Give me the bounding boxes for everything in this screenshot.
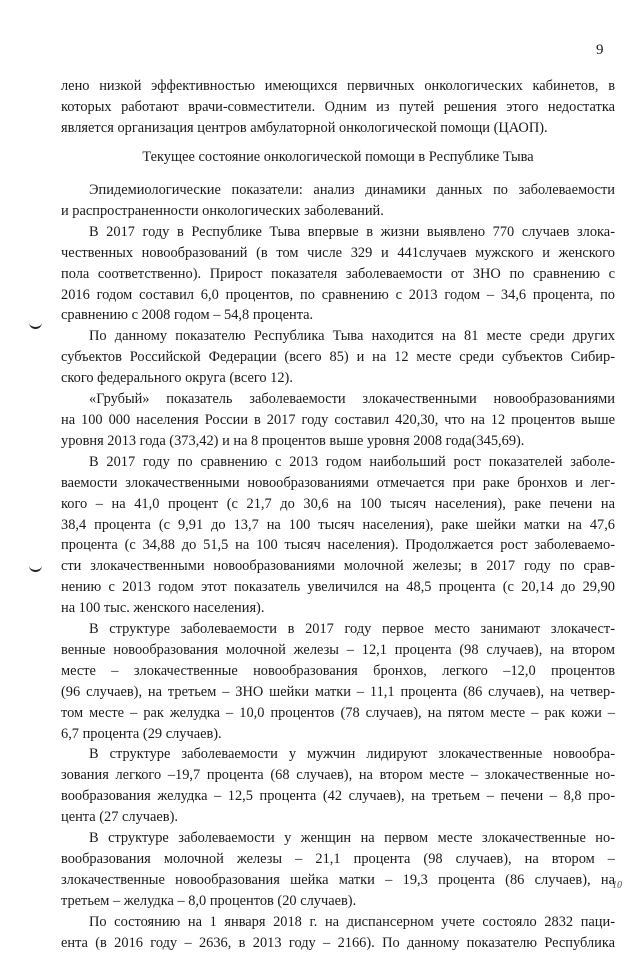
text-line: По данному показателю Республика Тыва находится на 81 месте среди других (89, 328, 615, 345)
text-line: В структуре заболеваемости в 2017 году первое место занимают злокачест- (89, 621, 615, 638)
text-line: злокачественные новообразования шейка матки – 19,3 процента (86 случаев), на (61, 871, 615, 888)
text-line: третьем – желудка – 8,0 процентов (20 случаев). (61, 892, 357, 909)
text-line: Эпидемиологические показатели: анализ динамики данных по заболеваемости (89, 182, 615, 198)
body-paragraph (61, 222, 615, 327)
text-line: венные новообразования молочной железы – 12,1 процента (98 случаев), на втором (61, 641, 615, 658)
text-line: зования легкого –19,7 процента (68 случаев), на втором месте – злокачественные но- (61, 767, 615, 784)
body-paragraph (61, 744, 615, 828)
body-paragraph (61, 326, 615, 389)
text-line: нению с 2013 годом этот показатель увеличился на 48,5 процента (с 20,14 до 29,90 (61, 579, 615, 596)
text-line: которых работают врачи-совместители. Одним из путей решения этого недостатка (61, 98, 615, 115)
text-line: сти злокачественными новообразованиями молочной железы; в 2017 году по срав- (61, 558, 615, 575)
text-line: вообразования молочной железы – 21,1 процента (98 случаев), на втором – (61, 851, 615, 867)
text-line: В структуре заболеваемости у мужчин лидируют злокачественные новообра- (89, 746, 615, 763)
text-line: пола соответственно). Прирост показателя заболеваемости от ЗНО по сравнению с (61, 265, 615, 282)
text-line: том месте – рак желудка – 10,0 процентов (78 случаев), на пятом месте – рак кожи – (61, 704, 615, 721)
text-line: кого – на 41,0 процент (с 21,7 до 30,6 на 100 тысяч населения), раке печени на (61, 495, 615, 512)
text-line: месте – злокачественные новообразования бронхов, легкого –12,0 процентов (61, 662, 615, 679)
text-line: процента (с 34,88 до 51,5 на 100 тысяч населения). Продолжается рост заболеваемо- (61, 537, 615, 554)
text-line: По состоянию на 1 января 2018 г. на диспансерном учете состояло 2832 паци- (89, 913, 615, 930)
text-line: на 100 000 населения России в 2017 году составил 420,30, что на 12 процентов выше (61, 411, 615, 428)
body-paragraph (61, 912, 615, 954)
corner-page-mark: 10 (612, 880, 622, 891)
page-number: 9 (596, 42, 604, 58)
text-line: 6,7 процента (29 случаев). (61, 725, 222, 742)
body-paragraph (61, 619, 615, 744)
intro-paragraph (61, 76, 615, 139)
text-line: 2016 годом составил 6,0 процентов, по сравнению с 2013 годом – 34,6 процента, по (61, 286, 615, 303)
text-line: лено низкой эффективностью имеющихся первичных онкологических кабинетов, в (61, 78, 615, 94)
body-paragraph (61, 389, 615, 452)
text-line: ента (в 2016 году – 2636, в 2013 году – 2166). По данному показателю Республика (61, 934, 615, 951)
text-line: уровня 2013 года (373,42) и на 8 процентов выше уровня 2008 года(345,69). (61, 432, 525, 449)
text-line: вообразования желудка – 12,5 процента (42 случаев), на третьем – печени – 8,8 про- (61, 788, 615, 805)
text-line: на 100 тыс. женского населения). (61, 600, 265, 617)
text-line: и распространенности онкологических заболеваний. (61, 202, 384, 219)
body-paragraph (61, 828, 615, 912)
margin-pen-mark (29, 563, 42, 572)
text-line: В 2017 году по сравнению с 2013 годом наибольший рост показателей заболе- (89, 453, 615, 470)
body-text (61, 180, 615, 954)
text-line: субъектов Российской Федерации (всего 85) и на 12 месте среди субъектов Сибир- (61, 349, 615, 366)
text-line: В структуре заболеваемости у женщин на первом месте злокачественные но- (89, 830, 615, 847)
section-heading: Текущее состояние онкологической помощи в Республике Тыва (142, 149, 534, 165)
text-line: ского федерального округа (всего 12). (61, 370, 293, 387)
text-line: 38,4 процента (с 9,91 до 13,7 на 100 тысяч населения), раке шейки матки на 47,6 (61, 516, 615, 533)
body-paragraph (61, 452, 615, 619)
text-line: ваемости злокачественными новообразованиями отмечается при раке бронхов и лег- (61, 474, 615, 491)
text-line: В 2017 году в Республике Тыва впервые в жизни выявлено 770 случаев злока- (89, 223, 615, 240)
text-line: является организация центров амбулаторной онкологической помощи (ЦАОП). (61, 119, 548, 136)
text-line: чественных новообразований (в том числе 329 и 441случаев мужского и женского (61, 244, 615, 261)
text-line: «Грубый» показатель заболеваемости злокачественными новообразованиями (89, 391, 615, 408)
text-line: цента (27 случаев). (61, 809, 178, 826)
margin-pen-mark (29, 320, 42, 329)
text-line: (96 случаев), на третьем – ЗНО шейки матки – 11,1 процента (86 случаев), на четвер- (61, 683, 615, 700)
body-paragraph (61, 180, 615, 222)
text-line: сравнению с 2008 годом – 54,8 процента. (61, 307, 314, 324)
